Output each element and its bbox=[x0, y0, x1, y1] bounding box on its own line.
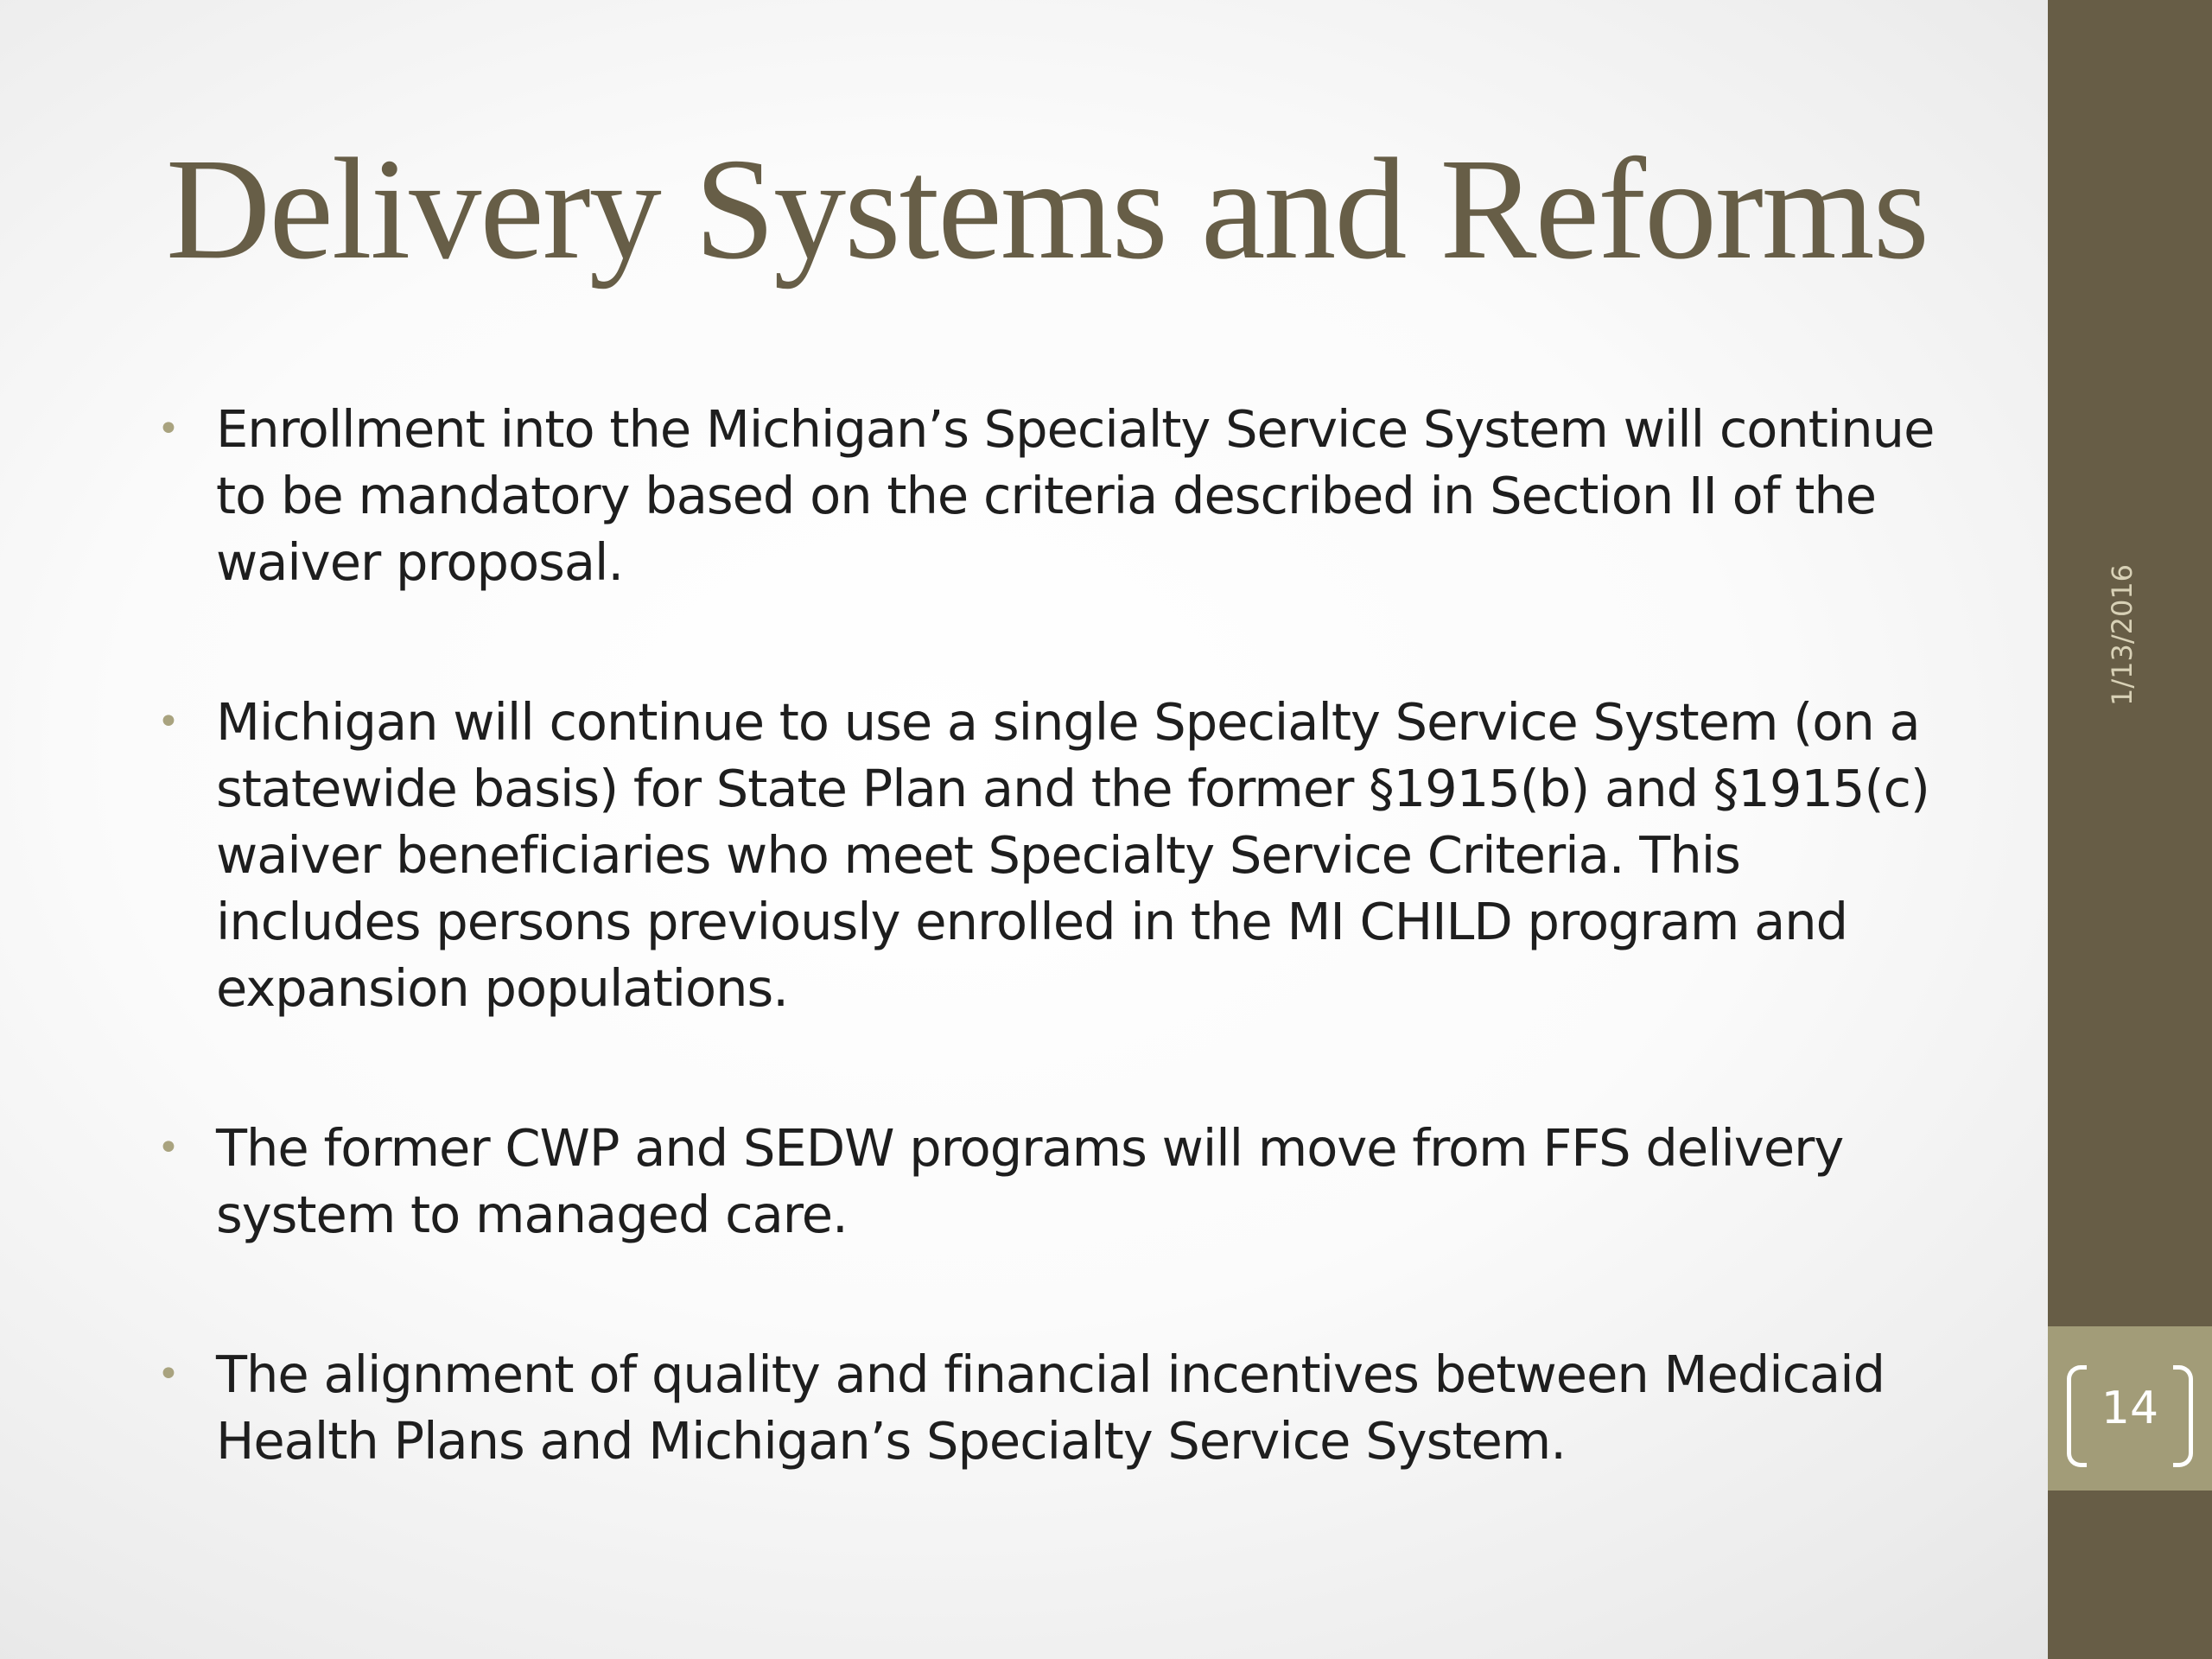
bullet-text: Michigan will continue to use a single Specialty Service System (on a statewide basis) for State Plan and the former §1915(b) and §1915(c) waiver beneficiaries who meet Specialty Service Criteria. This includes persons previously enrolled in the MI CHILD program and expansion populations. bbox=[216, 692, 1929, 1018]
bullet-text: The former CWP and SEDW programs will move from FFS delivery system to managed care. bbox=[216, 1118, 1844, 1244]
bullet-item bbox=[157, 1341, 1937, 1474]
slide-title: Delivery Systems and Reforms bbox=[166, 129, 1928, 289]
bullet-item bbox=[157, 1115, 1937, 1248]
page-number: 14 bbox=[2101, 1382, 2159, 1434]
bullet-dot-icon: • bbox=[157, 1352, 179, 1396]
bullet-item bbox=[157, 396, 1937, 595]
bullet-text: Enrollment into the Michigan’s Specialty Service System will continue to be mandatory based on the criteria described in Section II of the waiver proposal. bbox=[216, 399, 1935, 592]
bullet-list bbox=[157, 396, 1937, 1474]
slide-date: 1/13/2016 bbox=[2106, 563, 2139, 707]
bullet-dot-icon: • bbox=[157, 700, 179, 744]
bullet-dot-icon: • bbox=[157, 1126, 179, 1170]
bullet-dot-icon: • bbox=[157, 407, 179, 451]
page-number-badge bbox=[2048, 1326, 2212, 1491]
bullet-text: The alignment of quality and financial incentives between Medicaid Health Plans and Michigan’s Specialty Service System. bbox=[216, 1344, 1885, 1471]
bullet-item bbox=[157, 689, 1937, 1021]
